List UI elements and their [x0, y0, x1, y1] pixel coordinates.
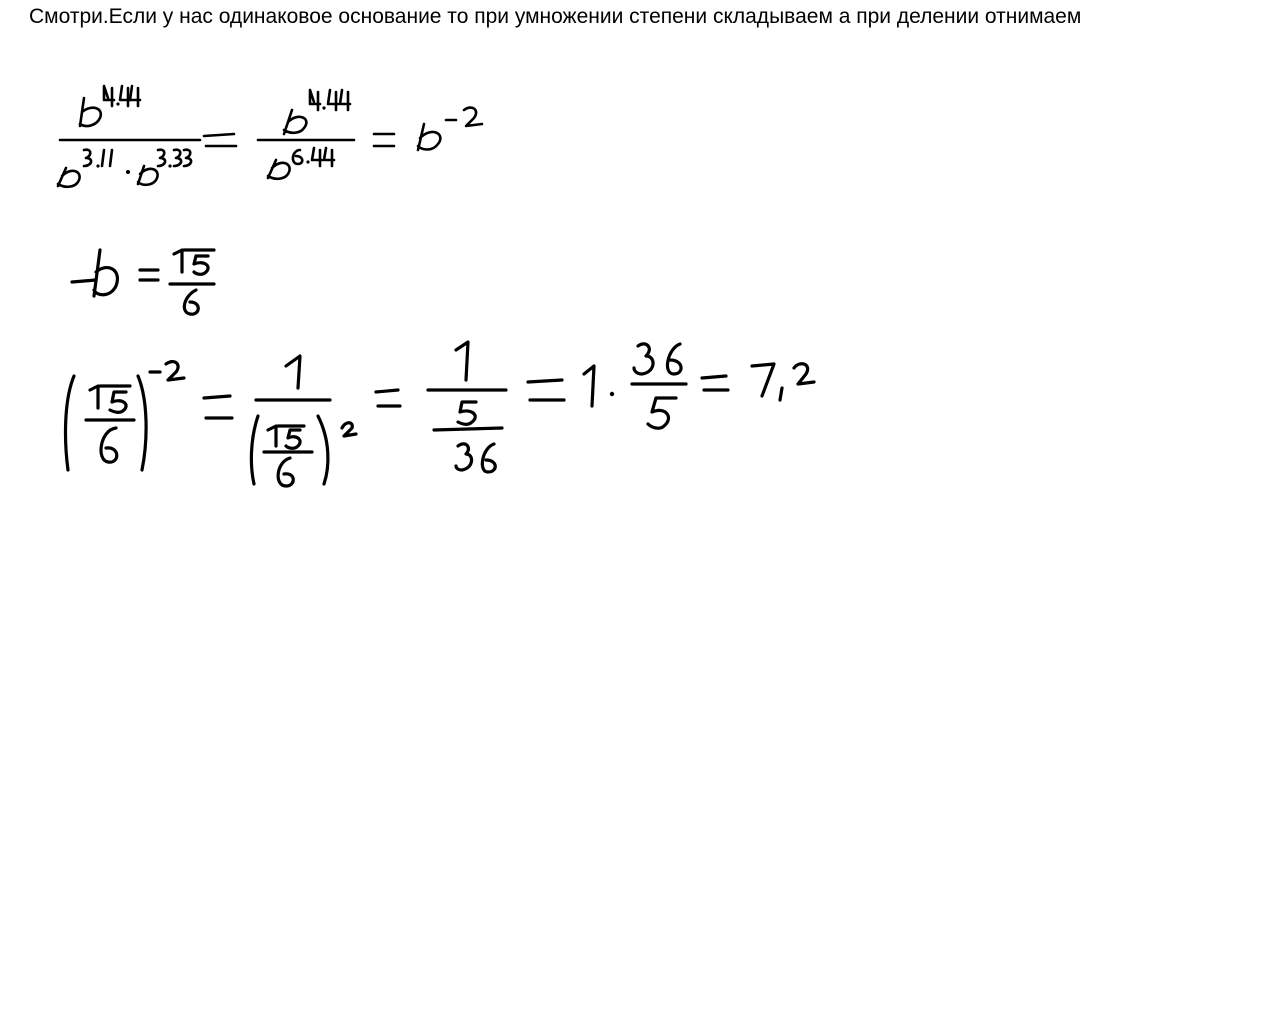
explanation-text: Смотри.Если у нас одинаковое основание то при умножении степени складываем а при делении отнимаем — [29, 5, 1082, 28]
base-b — [72, 250, 117, 296]
result-digit-7 — [752, 364, 774, 396]
equation-line-2 — [72, 250, 214, 314]
fraction-1-numerator — [80, 86, 140, 126]
fraction-1-denominator — [58, 150, 191, 187]
fraction-2 — [258, 90, 354, 179]
equation-line-1 — [58, 86, 482, 187]
base-b — [418, 124, 440, 150]
equals-sign — [204, 134, 234, 136]
equation-line-3 — [66, 342, 814, 486]
